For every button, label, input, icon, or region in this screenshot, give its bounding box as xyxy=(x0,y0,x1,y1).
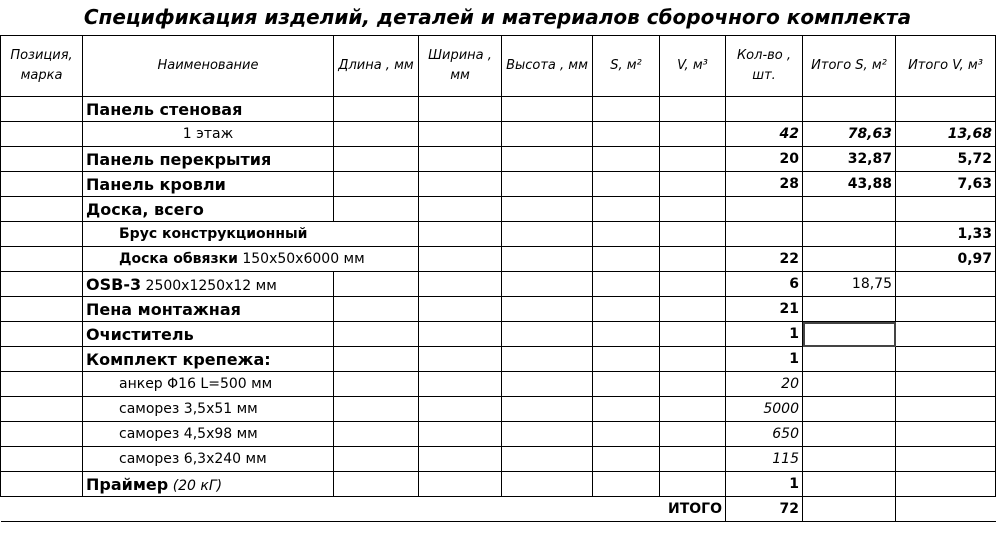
item-name[interactable]: саморез 4,5х98 мм xyxy=(83,422,334,447)
total-qty[interactable]: 72 xyxy=(726,497,803,522)
cell[interactable] xyxy=(1,122,83,147)
cell[interactable] xyxy=(1,297,83,322)
spec-table xyxy=(0,35,996,522)
item-name[interactable]: Очиститель xyxy=(83,322,334,347)
cell[interactable] xyxy=(593,422,660,447)
header-v[interactable]: V, м³ xyxy=(660,36,726,97)
cell[interactable] xyxy=(419,347,502,372)
cell[interactable] xyxy=(419,97,502,122)
cell[interactable] xyxy=(502,247,593,272)
page-title: Спецификация изделий, деталей и материалов сборочного комплекта xyxy=(0,0,995,36)
cell[interactable] xyxy=(1,97,83,122)
total-s-cell[interactable] xyxy=(803,197,896,222)
cell[interactable] xyxy=(419,372,502,397)
total-v-cell[interactable]: 0,97 xyxy=(896,247,996,272)
cell[interactable] xyxy=(1,472,83,497)
cell[interactable] xyxy=(502,422,593,447)
cell[interactable] xyxy=(502,447,593,472)
item-name[interactable]: анкер Φ16 L=500 мм xyxy=(83,372,334,397)
cell[interactable] xyxy=(334,122,419,147)
cell[interactable] xyxy=(1,372,83,397)
cell[interactable] xyxy=(419,322,502,347)
cell[interactable] xyxy=(334,147,419,172)
qty-cell[interactable]: 42 xyxy=(726,122,803,147)
cell[interactable] xyxy=(502,347,593,372)
cell[interactable] xyxy=(1,222,83,247)
selected-cell[interactable] xyxy=(803,322,896,347)
cell[interactable] xyxy=(896,497,996,522)
cell[interactable] xyxy=(334,172,419,197)
cell[interactable] xyxy=(896,472,996,497)
header-total-v[interactable]: Итого V, м³ xyxy=(896,36,996,97)
cell[interactable] xyxy=(803,397,896,422)
cell[interactable] xyxy=(334,197,419,222)
cell[interactable] xyxy=(419,222,502,247)
total-v-cell[interactable] xyxy=(896,297,996,322)
cell[interactable] xyxy=(593,247,660,272)
qty-cell[interactable]: 1 xyxy=(726,472,803,497)
qty-cell[interactable]: 6 xyxy=(726,272,803,297)
total-s-cell[interactable]: 43,88 xyxy=(803,172,896,197)
item-name-cell[interactable] xyxy=(83,247,419,272)
header-height[interactable]: Высота , мм xyxy=(502,36,593,97)
header-row xyxy=(1,36,996,97)
table-row xyxy=(1,172,996,197)
total-s-cell[interactable] xyxy=(803,347,896,372)
total-s-cell[interactable]: 32,87 xyxy=(803,147,896,172)
cell[interactable] xyxy=(593,347,660,372)
total-v-cell[interactable] xyxy=(896,97,996,122)
table-row xyxy=(1,422,996,447)
total-v-cell[interactable] xyxy=(896,197,996,222)
qty-cell[interactable]: 1 xyxy=(726,347,803,372)
cell[interactable] xyxy=(660,272,726,297)
cell[interactable] xyxy=(896,422,996,447)
total-v-cell[interactable] xyxy=(896,272,996,297)
cell[interactable] xyxy=(593,197,660,222)
header-qty[interactable]: Кол-во , шт. xyxy=(726,36,803,97)
table-row xyxy=(1,222,996,247)
cell[interactable] xyxy=(1,197,83,222)
cell[interactable] xyxy=(660,222,726,247)
item-dimensions: 150х50х6000 мм xyxy=(242,251,365,267)
cell[interactable] xyxy=(593,147,660,172)
total-v-cell[interactable]: 7,63 xyxy=(896,172,996,197)
cell[interactable] xyxy=(502,272,593,297)
cell[interactable] xyxy=(502,197,593,222)
cell[interactable] xyxy=(896,397,996,422)
table-row xyxy=(1,447,996,472)
total-s-cell[interactable]: 18,75 xyxy=(803,272,896,297)
header-name[interactable]: Наименование xyxy=(83,36,334,97)
cell[interactable] xyxy=(419,247,502,272)
cell[interactable] xyxy=(660,347,726,372)
item-name[interactable]: Брус конструкционный xyxy=(83,222,419,247)
cell[interactable] xyxy=(419,397,502,422)
table-row xyxy=(1,322,996,347)
cell[interactable] xyxy=(1,247,83,272)
total-v-cell[interactable] xyxy=(896,347,996,372)
header-s[interactable]: S, м² xyxy=(593,36,660,97)
item-name[interactable]: саморез 3,5х51 мм xyxy=(83,397,334,422)
table-row xyxy=(1,397,996,422)
total-s-cell[interactable] xyxy=(803,247,896,272)
cell[interactable] xyxy=(419,422,502,447)
total-v-cell[interactable]: 5,72 xyxy=(896,147,996,172)
cell[interactable] xyxy=(502,372,593,397)
table-row xyxy=(1,297,996,322)
cell[interactable] xyxy=(803,372,896,397)
header-width[interactable]: Ширина , мм xyxy=(419,36,502,97)
cell[interactable] xyxy=(419,122,502,147)
qty-cell[interactable] xyxy=(726,197,803,222)
item-name: OSB-3 xyxy=(86,274,142,294)
total-label: ИТОГО xyxy=(660,497,726,522)
cell[interactable] xyxy=(334,322,419,347)
cell[interactable] xyxy=(334,372,419,397)
cell[interactable] xyxy=(660,197,726,222)
cell[interactable] xyxy=(502,297,593,322)
table-row xyxy=(1,147,996,172)
table-row xyxy=(1,122,996,147)
cell[interactable] xyxy=(419,172,502,197)
item-name[interactable]: саморез 6,3х240 мм xyxy=(83,447,334,472)
total-s-cell[interactable] xyxy=(803,297,896,322)
item-name[interactable]: Панель стеновая xyxy=(83,97,334,122)
total-row xyxy=(1,497,996,522)
cell[interactable] xyxy=(419,197,502,222)
qty-cell[interactable]: 1 xyxy=(726,322,803,347)
cell[interactable] xyxy=(593,172,660,197)
cell[interactable] xyxy=(334,347,419,372)
cell[interactable] xyxy=(334,272,419,297)
cell[interactable] xyxy=(1,397,83,422)
item-name-cell[interactable] xyxy=(83,472,334,497)
cell[interactable] xyxy=(502,222,593,247)
table-row xyxy=(1,197,996,222)
cell[interactable] xyxy=(419,297,502,322)
cell[interactable] xyxy=(593,122,660,147)
cell[interactable] xyxy=(502,172,593,197)
cell[interactable] xyxy=(1,422,83,447)
cell[interactable] xyxy=(502,147,593,172)
qty-cell[interactable] xyxy=(726,97,803,122)
cell[interactable] xyxy=(502,122,593,147)
cell[interactable] xyxy=(660,422,726,447)
cell[interactable] xyxy=(1,447,83,472)
header-total-s[interactable]: Итого S, м² xyxy=(803,36,896,97)
cell[interactable] xyxy=(593,97,660,122)
cell[interactable] xyxy=(803,422,896,447)
item-name[interactable]: Панель перекрытия xyxy=(83,147,334,172)
qty-cell[interactable]: 20 xyxy=(726,147,803,172)
table-row xyxy=(1,472,996,497)
qty-cell[interactable]: 115 xyxy=(726,447,803,472)
cell[interactable] xyxy=(660,322,726,347)
cell[interactable] xyxy=(593,322,660,347)
total-s-cell[interactable]: 78,63 xyxy=(803,122,896,147)
item-name[interactable]: 1 этаж xyxy=(83,122,334,147)
qty-cell[interactable] xyxy=(726,222,803,247)
table-row xyxy=(1,97,996,122)
cell[interactable] xyxy=(896,447,996,472)
cell[interactable] xyxy=(1,272,83,297)
table-row xyxy=(1,347,996,372)
cell[interactable] xyxy=(1,347,83,372)
table-row xyxy=(1,247,996,272)
item-name[interactable]: Комплект крепежа: xyxy=(83,347,334,372)
qty-cell[interactable]: 21 xyxy=(726,297,803,322)
cell[interactable] xyxy=(660,247,726,272)
qty-cell[interactable]: 650 xyxy=(726,422,803,447)
cell[interactable] xyxy=(419,272,502,297)
cell[interactable] xyxy=(660,297,726,322)
total-s-cell[interactable] xyxy=(803,222,896,247)
cell[interactable] xyxy=(502,472,593,497)
item-name-cell[interactable] xyxy=(83,272,334,297)
cell[interactable] xyxy=(593,272,660,297)
cell[interactable] xyxy=(593,447,660,472)
header-pos[interactable]: Позиция, марка xyxy=(1,36,83,97)
cell[interactable] xyxy=(660,172,726,197)
table-row xyxy=(1,372,996,397)
qty-cell[interactable]: 28 xyxy=(726,172,803,197)
cell[interactable] xyxy=(803,447,896,472)
cell[interactable] xyxy=(334,97,419,122)
cell[interactable] xyxy=(803,497,896,522)
item-name: Доска обвязки xyxy=(119,251,238,267)
cell[interactable] xyxy=(419,147,502,172)
cell[interactable] xyxy=(593,397,660,422)
qty-cell[interactable]: 22 xyxy=(726,247,803,272)
cell[interactable] xyxy=(334,422,419,447)
total-v-cell[interactable] xyxy=(896,322,996,347)
total-v-cell[interactable]: 1,33 xyxy=(896,222,996,247)
table-row xyxy=(1,272,996,297)
item-name: Праймер xyxy=(86,474,169,494)
item-name[interactable]: Панель кровли xyxy=(83,172,334,197)
cell[interactable] xyxy=(660,397,726,422)
cell[interactable] xyxy=(334,447,419,472)
item-dimensions: 2500х1250х12 мм xyxy=(145,277,277,294)
cell[interactable] xyxy=(419,447,502,472)
qty-cell[interactable]: 5000 xyxy=(726,397,803,422)
cell[interactable] xyxy=(1,497,660,522)
cell[interactable] xyxy=(334,297,419,322)
cell[interactable] xyxy=(593,222,660,247)
cell[interactable] xyxy=(334,472,419,497)
cell[interactable] xyxy=(1,172,83,197)
cell[interactable] xyxy=(896,372,996,397)
cell[interactable] xyxy=(334,397,419,422)
item-weight: (20 кГ) xyxy=(172,477,223,494)
cell[interactable] xyxy=(419,472,502,497)
header-length[interactable]: Длина , мм xyxy=(334,36,419,97)
total-v-cell[interactable]: 13,68 xyxy=(896,122,996,147)
qty-cell[interactable]: 20 xyxy=(726,372,803,397)
cell[interactable] xyxy=(593,472,660,497)
cell[interactable] xyxy=(1,322,83,347)
cell[interactable] xyxy=(660,122,726,147)
cell[interactable] xyxy=(502,322,593,347)
item-name[interactable]: Пена монтажная xyxy=(83,297,334,322)
cell[interactable] xyxy=(803,472,896,497)
cell[interactable] xyxy=(660,472,726,497)
total-s-cell[interactable] xyxy=(803,97,896,122)
item-name[interactable]: Доска, всего xyxy=(83,197,334,222)
cell[interactable] xyxy=(660,447,726,472)
cell[interactable] xyxy=(593,372,660,397)
cell[interactable] xyxy=(660,97,726,122)
cell[interactable] xyxy=(660,372,726,397)
cell[interactable] xyxy=(593,297,660,322)
cell[interactable] xyxy=(660,147,726,172)
cell[interactable] xyxy=(1,147,83,172)
cell[interactable] xyxy=(502,397,593,422)
cell[interactable] xyxy=(502,97,593,122)
